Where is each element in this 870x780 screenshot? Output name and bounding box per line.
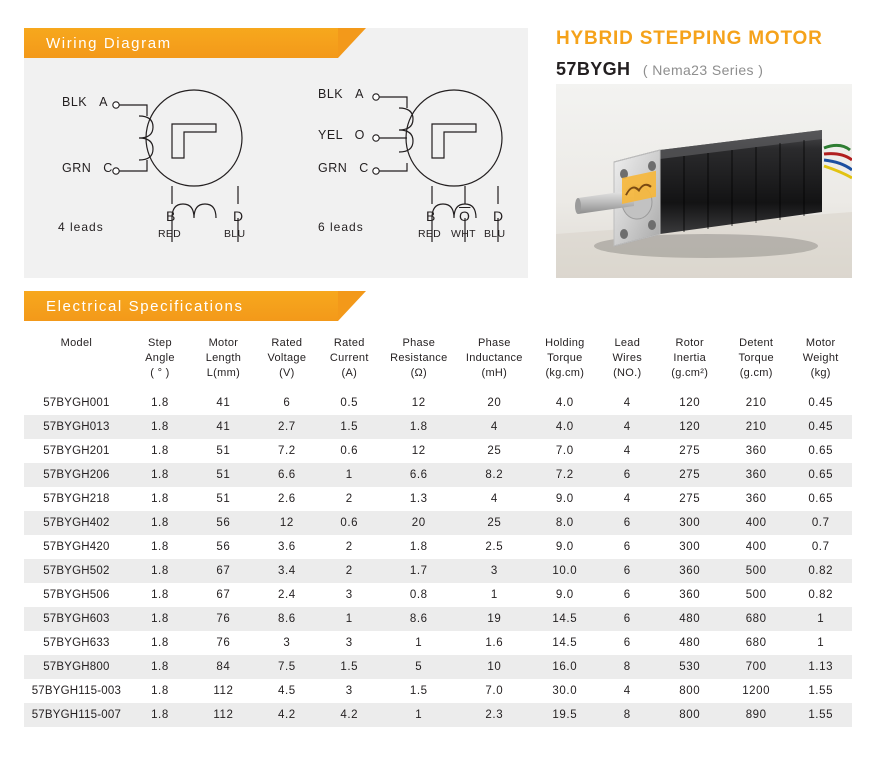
table-cell: 1.8: [409, 541, 428, 553]
table-cell: 360: [723, 463, 789, 487]
table-cell: 300: [679, 541, 701, 553]
table-cell: 530: [656, 655, 722, 679]
table-cell: 41: [191, 415, 255, 439]
four-lead-terminal-grn: [62, 161, 113, 175]
table-cell: 6: [598, 607, 656, 631]
table-cell: 7.2: [532, 463, 598, 487]
table-cell: 2.3: [457, 703, 532, 727]
table-cell: 1.13: [789, 655, 852, 679]
table-row: [24, 535, 852, 559]
terminal-letter: C: [359, 161, 369, 175]
table-cell: 8.2: [457, 463, 532, 487]
table-row: [24, 415, 852, 439]
table-cell: 1.8: [151, 541, 169, 553]
table-cell: 275: [679, 445, 701, 457]
six-lead-bottom-letter-o: $\overline{O}$: [459, 208, 471, 224]
table-cell: 480: [679, 637, 701, 649]
table-row: [24, 631, 852, 655]
table-cell: 1.8: [151, 445, 169, 457]
table-cell: 1: [817, 637, 825, 649]
table-cell: 76: [216, 637, 231, 649]
table-cell: 6: [623, 637, 631, 649]
table-cell: 1.7: [381, 559, 458, 583]
six-lead-terminal-blk: [318, 87, 364, 101]
six-lead-bottom-letter-b: B: [426, 208, 436, 224]
four-leads-count-label: 4 leads: [58, 220, 104, 234]
four-lead-bottom-color-red: RED: [158, 228, 182, 240]
table-cell: 7.2: [277, 445, 296, 457]
table-cell: 1.5: [318, 415, 380, 439]
table-row: [24, 511, 852, 535]
table-cell: 3: [283, 637, 291, 649]
table-cell: 8.6: [256, 607, 318, 631]
table-cell: 120: [656, 415, 722, 439]
product-model: 57BYGH: [556, 59, 631, 79]
table-cell: 400: [745, 541, 767, 553]
table-cell: 890: [723, 703, 789, 727]
col-phase-resistance: Phase Resistance (Ω): [390, 337, 448, 379]
table-cell: 1.55: [789, 703, 852, 727]
six-lead-bottom-color-wht: WHT: [451, 228, 476, 240]
table-cell: 67: [191, 559, 255, 583]
table-cell: 3: [345, 637, 353, 649]
table-cell: 1.8: [151, 397, 169, 409]
table-cell: 1: [318, 607, 380, 631]
table-cell: 1.3: [409, 493, 428, 505]
table-cell: 76: [191, 607, 255, 631]
table-cell: 1.8: [381, 415, 458, 439]
table-cell: 1.8: [129, 703, 191, 727]
table-cell: 1.8: [129, 511, 191, 535]
table-cell: 2.7: [256, 415, 318, 439]
table-cell: 3.4: [256, 559, 318, 583]
six-lead-bottom-color-blu: BLU: [484, 228, 506, 240]
table-cell: 4.0: [555, 397, 574, 409]
table-cell: 56: [216, 541, 231, 553]
table-cell: 14.5: [552, 637, 578, 649]
cell-model: 57BYGH001: [43, 397, 110, 409]
table-cell: 360: [745, 493, 767, 505]
table-cell: 0.82: [789, 559, 852, 583]
col-lead-wires: Lead Wires (NO.): [612, 337, 643, 379]
table-cell: 6: [623, 589, 631, 601]
table-cell: 1.8: [129, 463, 191, 487]
cell-model: 57BYGH800: [24, 655, 129, 679]
motor-photo-illustration: [556, 84, 852, 278]
table-cell: 4: [490, 493, 498, 505]
table-cell: 20: [381, 511, 458, 535]
table-cell: 4: [623, 685, 631, 697]
six-leads-count-label: 6 leads: [318, 220, 364, 234]
table-cell: 4.0: [532, 415, 598, 439]
electrical-specifications-table-wrap: [24, 332, 852, 727]
table-cell: 275: [679, 493, 701, 505]
table-cell: 480: [656, 607, 722, 631]
table-cell: 30.0: [552, 685, 578, 697]
table-cell: 1.8: [129, 415, 191, 439]
table-cell: 1200: [742, 685, 771, 697]
table-cell: 9.0: [555, 541, 574, 553]
terminal-letter: A: [355, 87, 364, 101]
four-lead-bottom-letter-d: D: [233, 208, 244, 224]
cell-model: 57BYGH420: [43, 541, 110, 553]
table-cell: 4: [623, 445, 631, 457]
cell-model: 57BYGH402: [24, 511, 129, 535]
table-cell: 5: [381, 655, 458, 679]
motor-product-photo: [556, 84, 852, 278]
table-cell: 6: [598, 559, 656, 583]
cell-model: 57BYGH502: [24, 559, 129, 583]
terminal-wire-color: GRN: [62, 161, 92, 175]
electrical-specifications-table: [24, 332, 852, 727]
wiring-diagrams: [24, 58, 528, 278]
table-cell: 800: [679, 685, 701, 697]
table-cell: 6.6: [256, 463, 318, 487]
table-row: [24, 679, 852, 703]
cell-model: 57BYGH206: [24, 463, 129, 487]
table-cell: 1.8: [129, 559, 191, 583]
table-cell: 4: [623, 397, 631, 409]
table-cell: 1.5: [318, 655, 380, 679]
cell-model: 57BYGH115-007: [24, 703, 129, 727]
table-cell: 25: [457, 511, 532, 535]
table-row: [24, 463, 852, 487]
table-cell: 0.6: [340, 445, 359, 457]
table-row: [24, 487, 852, 511]
table-cell: 67: [216, 589, 231, 601]
table-cell: 1.5: [409, 685, 428, 697]
table-cell: 210: [723, 415, 789, 439]
table-cell: 4.5: [277, 685, 296, 697]
wiring-diagram-title-ribbon: [24, 28, 338, 58]
four-lead-terminal-blk: [62, 95, 108, 109]
col-rated-voltage: Rated Voltage (V): [267, 337, 307, 379]
col-detent-torque: Detent Torque (g.cm): [738, 337, 774, 379]
table-cell: 84: [191, 655, 255, 679]
table-cell: 3: [457, 559, 532, 583]
table-cell: 56: [191, 511, 255, 535]
table-cell: 500: [723, 559, 789, 583]
table-cell: 500: [745, 589, 767, 601]
table-cell: 12: [256, 511, 318, 535]
cell-model: 57BYGH013: [24, 415, 129, 439]
table-row: [24, 655, 852, 679]
table-cell: 360: [679, 589, 701, 601]
cell-model: 57BYGH218: [43, 493, 110, 505]
table-cell: 0.45: [789, 415, 852, 439]
six-lead-bottom-color-red: RED: [418, 228, 442, 240]
table-cell: 20: [487, 397, 502, 409]
table-row: [24, 439, 852, 463]
table-header: [24, 332, 852, 391]
table-cell: 16.0: [532, 655, 598, 679]
terminal-wire-color: BLK: [318, 87, 344, 101]
table-cell: 4.2: [256, 703, 318, 727]
table-cell: 0.7: [789, 511, 852, 535]
table-cell: 4: [598, 415, 656, 439]
table-cell: 51: [216, 493, 231, 505]
table-cell: 680: [723, 607, 789, 631]
table-cell: 112: [191, 703, 255, 727]
table-cell: 1: [318, 463, 380, 487]
table-cell: 10: [457, 655, 532, 679]
col-rated-current: Rated Current (A): [329, 337, 369, 379]
table-cell: 6: [598, 511, 656, 535]
col-motor-weight: Motor Weight (kg): [802, 337, 839, 379]
cell-model: 57BYGH603: [24, 607, 129, 631]
table-cell: 0.65: [789, 463, 852, 487]
table-cell: 7.0: [555, 445, 574, 457]
table-cell: 210: [745, 397, 767, 409]
table-cell: 19: [457, 607, 532, 631]
cell-model: 57BYGH115-003: [31, 685, 122, 697]
col-motor-length: Motor Length L(mm): [205, 337, 242, 379]
cell-model: 57BYGH506: [43, 589, 110, 601]
table-cell: 360: [745, 445, 767, 457]
col-step-angle: Step Angle ( ° ): [145, 337, 175, 379]
table-cell: 2.5: [485, 541, 504, 553]
cell-model: 57BYGH633: [43, 637, 110, 649]
table-row: [24, 559, 852, 583]
table-cell: 1: [381, 703, 458, 727]
table-cell: 0.45: [808, 397, 834, 409]
table-cell: 9.0: [555, 589, 574, 601]
terminal-wire-color: YEL: [318, 128, 343, 142]
table-cell: 41: [216, 397, 231, 409]
wiring-diagram-title: Wiring Diagram: [46, 34, 172, 52]
table-cell: 1.6: [485, 637, 504, 649]
table-cell: 1.8: [151, 637, 169, 649]
table-cell: 400: [723, 511, 789, 535]
cell-model: 57BYGH201: [43, 445, 110, 457]
table-cell: 2: [345, 493, 353, 505]
terminal-letter: A: [99, 95, 108, 109]
table-cell: 6.6: [381, 463, 458, 487]
table-cell: 6: [623, 541, 631, 553]
terminal-letter: C: [103, 161, 113, 175]
table-cell: 7.5: [256, 655, 318, 679]
table-cell: 0.5: [340, 397, 359, 409]
table-cell: 0.6: [318, 511, 380, 535]
table-cell: 1.8: [129, 607, 191, 631]
table-cell: 120: [679, 397, 701, 409]
table-cell: 0.65: [808, 493, 834, 505]
table-cell: 1.55: [808, 685, 834, 697]
six-lead-terminal-yel: [318, 128, 365, 142]
table-cell: 9.0: [555, 493, 574, 505]
table-row: [24, 607, 852, 631]
table-cell: 2: [345, 541, 353, 553]
table-cell: 19.5: [532, 703, 598, 727]
table-cell: 14.5: [532, 607, 598, 631]
table-cell: 1.8: [151, 589, 169, 601]
table-cell: 360: [656, 559, 722, 583]
table-cell: 51: [191, 463, 255, 487]
table-cell: 3: [345, 589, 353, 601]
table-cell: 4: [457, 415, 532, 439]
table-cell: 25: [487, 445, 502, 457]
terminal-wire-color: GRN: [318, 161, 348, 175]
product-series: ( Nema23 Series ): [642, 62, 764, 78]
table-cell: 1.8: [129, 655, 191, 679]
col-model: Model: [60, 337, 93, 349]
table-cell: 12: [411, 397, 426, 409]
table-cell: 1.8: [151, 685, 169, 697]
four-lead-bottom-color-blu: BLU: [224, 228, 246, 240]
six-lead-terminal-grn: [318, 161, 369, 175]
terminal-letter: O: [354, 128, 365, 142]
table-cell: 4: [623, 493, 631, 505]
table-cell: 1: [490, 589, 498, 601]
table-row: [24, 703, 852, 727]
table-cell: 6: [283, 397, 291, 409]
table-cell: 4.2: [318, 703, 380, 727]
product-model-line: [556, 59, 856, 80]
table-cell: 700: [723, 655, 789, 679]
table-cell: 3.6: [277, 541, 296, 553]
product-header: [556, 28, 856, 80]
table-cell: 2.6: [277, 493, 296, 505]
col-rotor-inertia: Rotor Inertia (g.cm²): [671, 337, 709, 379]
table-cell: 275: [656, 463, 722, 487]
table-cell: 12: [411, 445, 426, 457]
electrical-specifications-title-ribbon: [24, 291, 338, 321]
table-cell: 51: [216, 445, 231, 457]
table-header-row: [24, 332, 852, 391]
electrical-specifications-title: Electrical Specifications: [46, 297, 244, 315]
table-cell: 1.8: [151, 493, 169, 505]
table-body: [24, 391, 852, 727]
table-cell: 8.0: [532, 511, 598, 535]
col-phase-inductance: Phase Inductance (mH): [465, 337, 523, 379]
table-row: [24, 391, 852, 415]
product-title: HYBRID STEPPING MOTOR: [556, 28, 823, 49]
table-cell: 0.82: [808, 589, 834, 601]
table-cell: 1: [789, 607, 852, 631]
table-cell: 8: [598, 655, 656, 679]
table-cell: 112: [213, 685, 234, 697]
table-cell: 0.8: [409, 589, 428, 601]
table-cell: 680: [745, 637, 767, 649]
table-cell: 300: [656, 511, 722, 535]
table-cell: 0.7: [811, 541, 830, 553]
table-cell: 8.6: [381, 607, 458, 631]
table-cell: 800: [656, 703, 722, 727]
table-cell: 6: [598, 463, 656, 487]
terminal-wire-color: BLK: [62, 95, 88, 109]
col-holding-torque: Holding Torque (kg.cm): [545, 337, 585, 379]
four-lead-bottom-letter-b: B: [166, 208, 176, 224]
table-cell: 8: [598, 703, 656, 727]
table-row: [24, 583, 852, 607]
table-cell: 7.0: [485, 685, 504, 697]
table-cell: 1: [415, 637, 423, 649]
table-cell: 2.4: [277, 589, 296, 601]
table-cell: 10.0: [532, 559, 598, 583]
table-cell: 2: [318, 559, 380, 583]
table-cell: 3: [345, 685, 353, 697]
table-cell: 0.65: [808, 445, 834, 457]
six-lead-bottom-letter-d: D: [493, 208, 504, 224]
